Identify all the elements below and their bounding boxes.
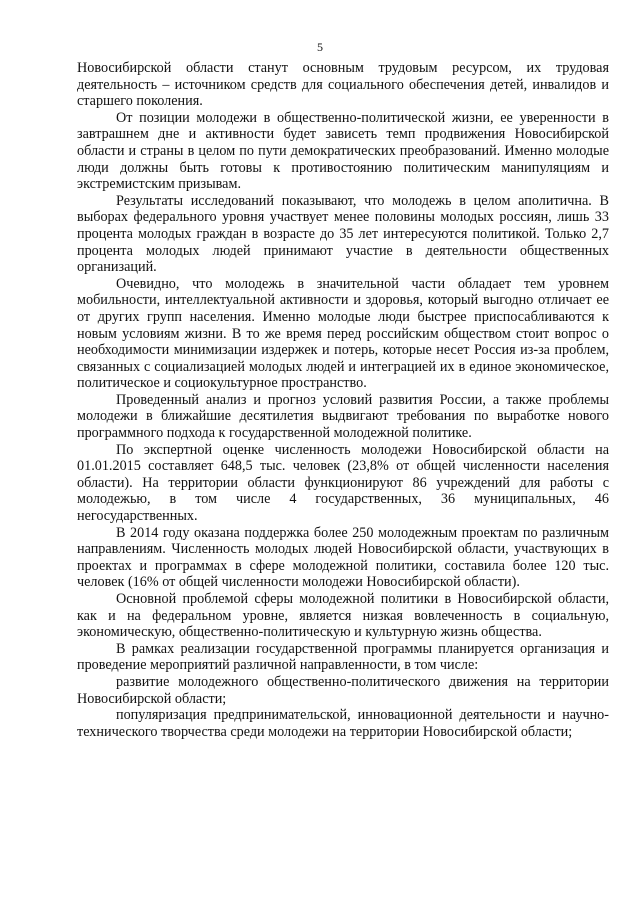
paragraph: Результаты исследований показывают, что молодежь в целом аполитична. В выборах федерального уровня участвует менее половины молодых россиян, лишь 33 процента молодых граждан в возрасте до 35 лет интересуются политикой. Только 2,7 процента молодых людей принимают участие в деятельности общественных организаций. — [77, 192, 609, 276]
paragraph: От позиции молодежи в общественно-политической жизни, ее уверенности в завтрашнем дне и активности будет зависеть темп продвижения Новосибирской области и страны в целом по пути демократических преобразований. Именно молодые люди должны быть готовы к противостоянию политическим манипуляциям и экстремистским призывам. — [77, 109, 609, 193]
list-item: развитие молодежного общественно-политического движения на территории Новосибирской области; — [77, 673, 609, 707]
list-item: популяризация предпринимательской, инновационной деятельности и научно-технического творчества среди молодежи на территории Новосибирской области; — [77, 707, 609, 740]
paragraph: Проведенный анализ и прогноз условий развития России, а также проблемы молодежи в ближайшие десятилетия выдвигают требования по выработке нового программного подхода к государственной молодежной политике. — [77, 391, 609, 442]
paragraph: В 2014 году оказана поддержка более 250 молодежным проектам по различным направлениям. Численность молодых людей Новосибирской области, участвующих в проектах и программах в сфере молодежной политики, составила более 120 тыс. человек (16% от общей численности молодежи Новосибирской области). — [77, 524, 609, 591]
paragraph-continuation: Новосибирской области станут основным трудовым ресурсом, их трудовая деятельность – источником средств для социального обеспечения детей, инвалидов и старшего поколения. — [77, 60, 609, 110]
paragraph: Основной проблемой сферы молодежной политики в Новосибирской области, как и на федеральном уровне, является низкая вовлеченность в социальную, экономическую, общественно-политическую и культурную жизнь общества. — [77, 591, 609, 641]
page-number: 5 — [317, 40, 323, 54]
document-body — [77, 60, 609, 740]
paragraph: По экспертной оценке численность молодежи Новосибирской области на 01.01.2015 составляет 648,5 тыс. человек (23,8% от общей численности населения области). На территории области функционируют 86 учреждений для работы с молодежью, в том числе 4 государственных, 36 муниципальных, 46 негосударственных. — [77, 441, 609, 525]
paragraph: В рамках реализации государственной программы планируется организация и проведение мероприятий различной направленности, в том числе: — [77, 640, 609, 674]
paragraph: Очевидно, что молодежь в значительной части обладает тем уровнем мобильности, интеллектуальной активности и здоровья, который выгодно отличает ее от других групп населения. Именно молодые люди быстрее приспосабливаются к новым условиям жизни. В то же время перед российским обществом стоит вопрос о необходимости минимизации издержек и потерь, которые несет Россия из-за проблем, связанных с социализацией молодых людей и интеграцией их в единое экономическое, политическое и социокультурное пространство. — [77, 275, 609, 392]
